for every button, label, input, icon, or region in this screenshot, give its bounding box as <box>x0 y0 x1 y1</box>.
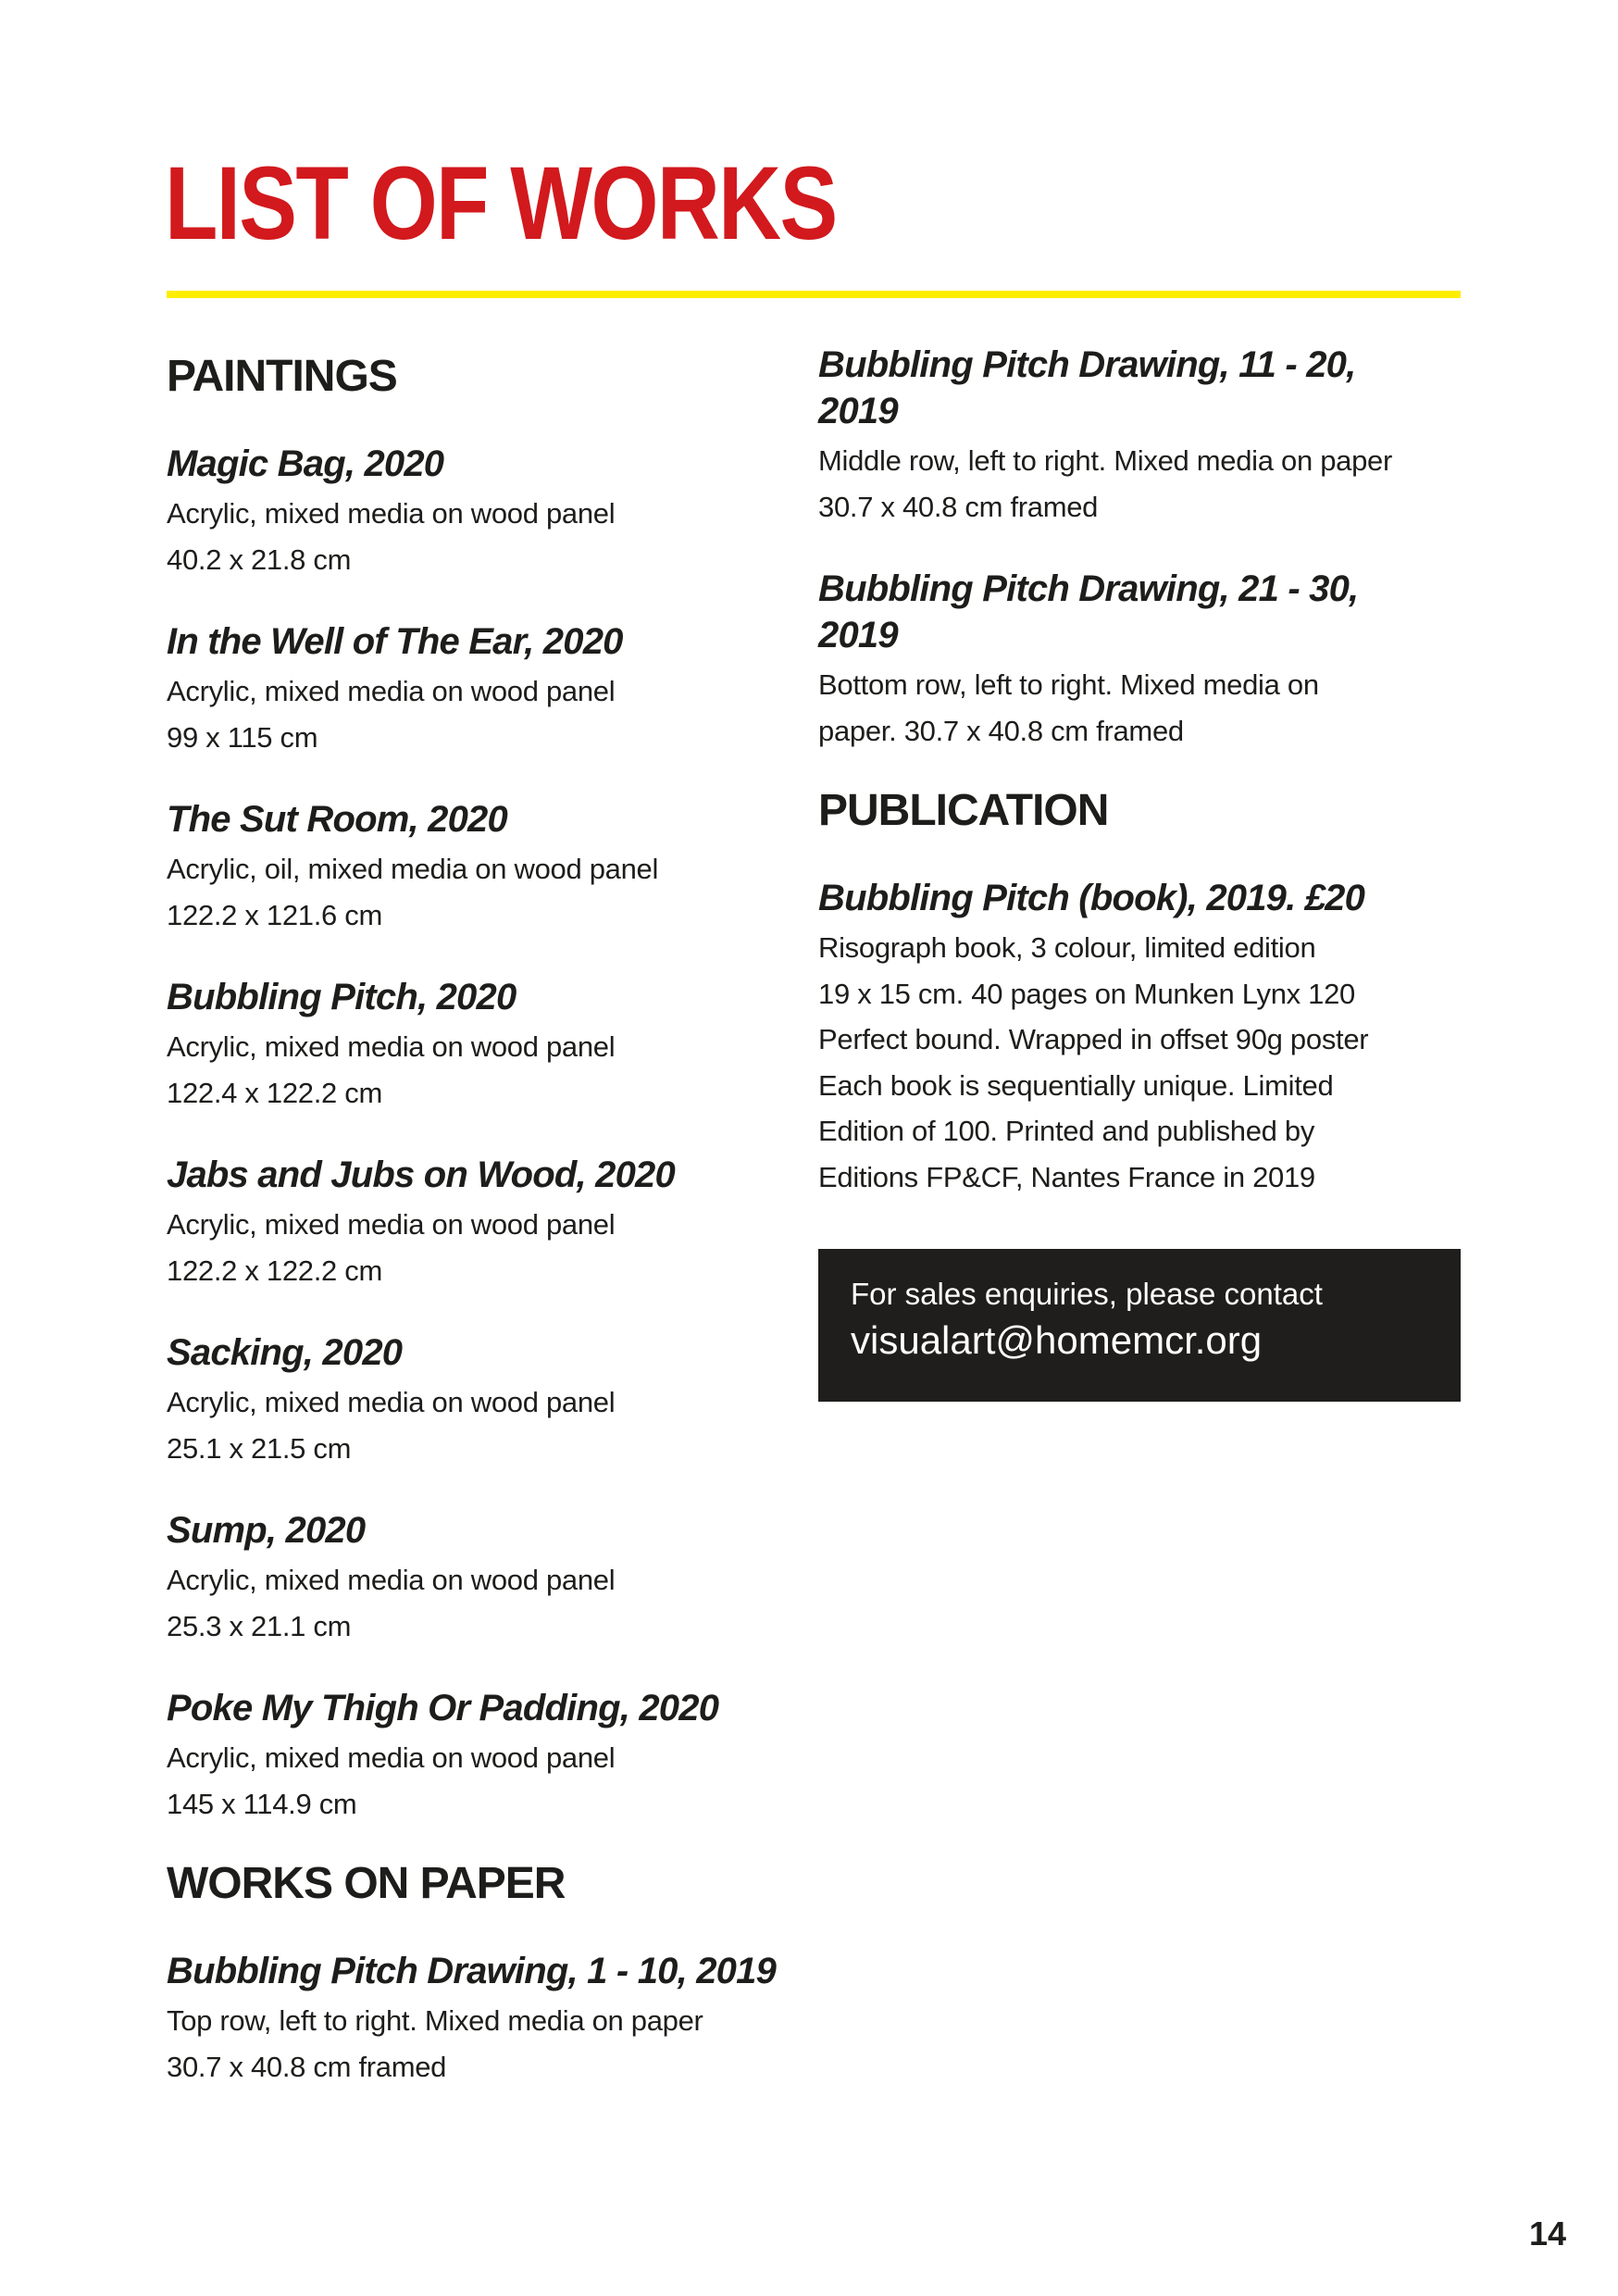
work-title-line: 2019 <box>818 391 898 431</box>
work-title <box>818 875 1461 921</box>
work-title <box>818 342 1461 434</box>
work-title <box>167 1685 805 1731</box>
work-details <box>167 1024 805 1116</box>
work-item <box>167 441 805 582</box>
work-title-line: Sump, 2020 <box>167 1510 366 1551</box>
work-title-line: Poke My Thigh Or Padding, 2020 <box>167 1688 719 1728</box>
work-title-line: Sacking, 2020 <box>167 1332 403 1373</box>
work-title-line: Bubbling Pitch (book), 2019. £20 <box>818 878 1365 918</box>
work-detail-line: Bottom row, left to right. Mixed media on <box>818 668 1319 701</box>
work-detail-line: Acrylic, mixed media on wood panel <box>167 1386 616 1418</box>
work-details <box>818 438 1461 530</box>
work-item <box>167 1152 805 1293</box>
work-item <box>167 796 805 938</box>
work-title <box>167 441 805 487</box>
work-item <box>167 1329 805 1471</box>
work-item <box>167 1948 805 2090</box>
section-heading: WORKS ON PAPER <box>167 1859 566 1908</box>
work-details <box>167 1202 805 1293</box>
work-title-line: Magic Bag, 2020 <box>167 443 444 484</box>
page-number: 14 <box>1529 2215 1567 2252</box>
work-title <box>167 1152 805 1198</box>
work-item <box>818 566 1461 754</box>
work-detail-line: Middle row, left to right. Mixed media on paper <box>818 444 1392 477</box>
yellow-divider <box>167 291 1461 298</box>
work-details <box>818 662 1461 754</box>
work-details <box>167 1557 805 1649</box>
work-title <box>167 974 805 1020</box>
work-detail-line: 19 x 15 cm. 40 pages on Munken Lynx 120 <box>818 977 1355 1010</box>
work-details <box>167 1998 805 2090</box>
work-detail-line: Acrylic, mixed media on wood panel <box>167 1564 616 1596</box>
work-detail-line: 122.2 x 121.6 cm <box>167 898 383 931</box>
work-detail-line: Acrylic, oil, mixed media on wood panel <box>167 853 659 885</box>
work-title <box>167 796 805 842</box>
work-detail-line: Acrylic, mixed media on wood panel <box>167 497 616 530</box>
work-title-line: Jabs and Jubs on Wood, 2020 <box>167 1154 675 1195</box>
section-heading: PAINTINGS <box>167 352 397 401</box>
work-title <box>167 1329 805 1376</box>
work-detail-line: Acrylic, mixed media on wood panel <box>167 1741 616 1774</box>
work-item <box>167 1685 805 1827</box>
work-detail-line: Edition of 100. Printed and published by <box>818 1115 1315 1147</box>
work-detail-line: Each book is sequentially unique. Limited <box>818 1068 1334 1102</box>
work-detail-line: Top row, left to right. Mixed media on paper <box>167 2004 703 2037</box>
work-title-line: 2019 <box>818 615 898 655</box>
work-title-line: In the Well of The Ear, 2020 <box>167 621 623 662</box>
work-detail-line: Editions FP&CF, Nantes France in 2019 <box>818 1160 1315 1193</box>
section-heading: PUBLICATION <box>818 786 1109 835</box>
work-details <box>167 846 805 938</box>
page-title: LIST OF WORKS <box>165 145 837 261</box>
work-detail-line: Acrylic, mixed media on wood panel <box>167 1208 616 1241</box>
sales-contact-box <box>818 1249 1461 1402</box>
work-detail-line: Perfect bound. Wrapped in offset 90g poster <box>818 1023 1369 1055</box>
work-detail-line: Acrylic, mixed media on wood panel <box>167 1030 616 1063</box>
left-column <box>167 349 805 2090</box>
work-detail-line: 122.4 x 122.2 cm <box>167 1076 383 1109</box>
contact-text: For sales enquiries, please contact <box>851 1277 1323 1311</box>
work-details <box>167 491 805 582</box>
work-title-line: Bubbling Pitch Drawing, 21 - 30, <box>818 568 1359 609</box>
work-title-line: Bubbling Pitch Drawing, 1 - 10, 2019 <box>167 1951 777 1991</box>
work-title <box>167 618 805 665</box>
work-detail-line: 99 x 115 cm <box>167 720 318 754</box>
work-detail-line: 25.1 x 21.5 cm <box>167 1431 352 1465</box>
work-detail-line: 25.3 x 21.1 cm <box>167 1609 352 1642</box>
work-title <box>167 1507 805 1554</box>
work-detail-line: 30.7 x 40.8 cm framed <box>818 490 1099 523</box>
work-details <box>167 1735 805 1827</box>
work-detail-line: Risograph book, 3 colour, limited edition <box>818 931 1316 964</box>
work-title-line: Bubbling Pitch Drawing, 11 - 20, <box>818 344 1356 385</box>
work-details <box>167 1379 805 1471</box>
work-detail-line: 122.2 x 122.2 cm <box>167 1254 383 1287</box>
work-title-line: Bubbling Pitch, 2020 <box>167 977 517 1017</box>
work-detail-line: 30.7 x 40.8 cm framed <box>167 2050 447 2083</box>
work-item <box>818 342 1461 530</box>
work-item <box>818 875 1461 1200</box>
work-item <box>167 618 805 760</box>
work-details <box>818 925 1461 1200</box>
work-detail-line: paper. 30.7 x 40.8 cm framed <box>818 714 1184 747</box>
work-title <box>818 566 1461 658</box>
work-details <box>167 668 805 760</box>
work-title-line: The Sut Room, 2020 <box>167 799 507 840</box>
work-detail-line: 145 x 114.9 cm <box>167 1787 357 1820</box>
work-item <box>167 1507 805 1649</box>
work-title <box>167 1948 805 1994</box>
work-detail-line: 40.2 x 21.8 cm <box>167 543 352 576</box>
right-column <box>818 342 1461 1200</box>
work-item <box>167 974 805 1116</box>
contact-email-link[interactable]: visualart@homemcr.org <box>851 1318 1263 1362</box>
work-detail-line: Acrylic, mixed media on wood panel <box>167 675 616 707</box>
